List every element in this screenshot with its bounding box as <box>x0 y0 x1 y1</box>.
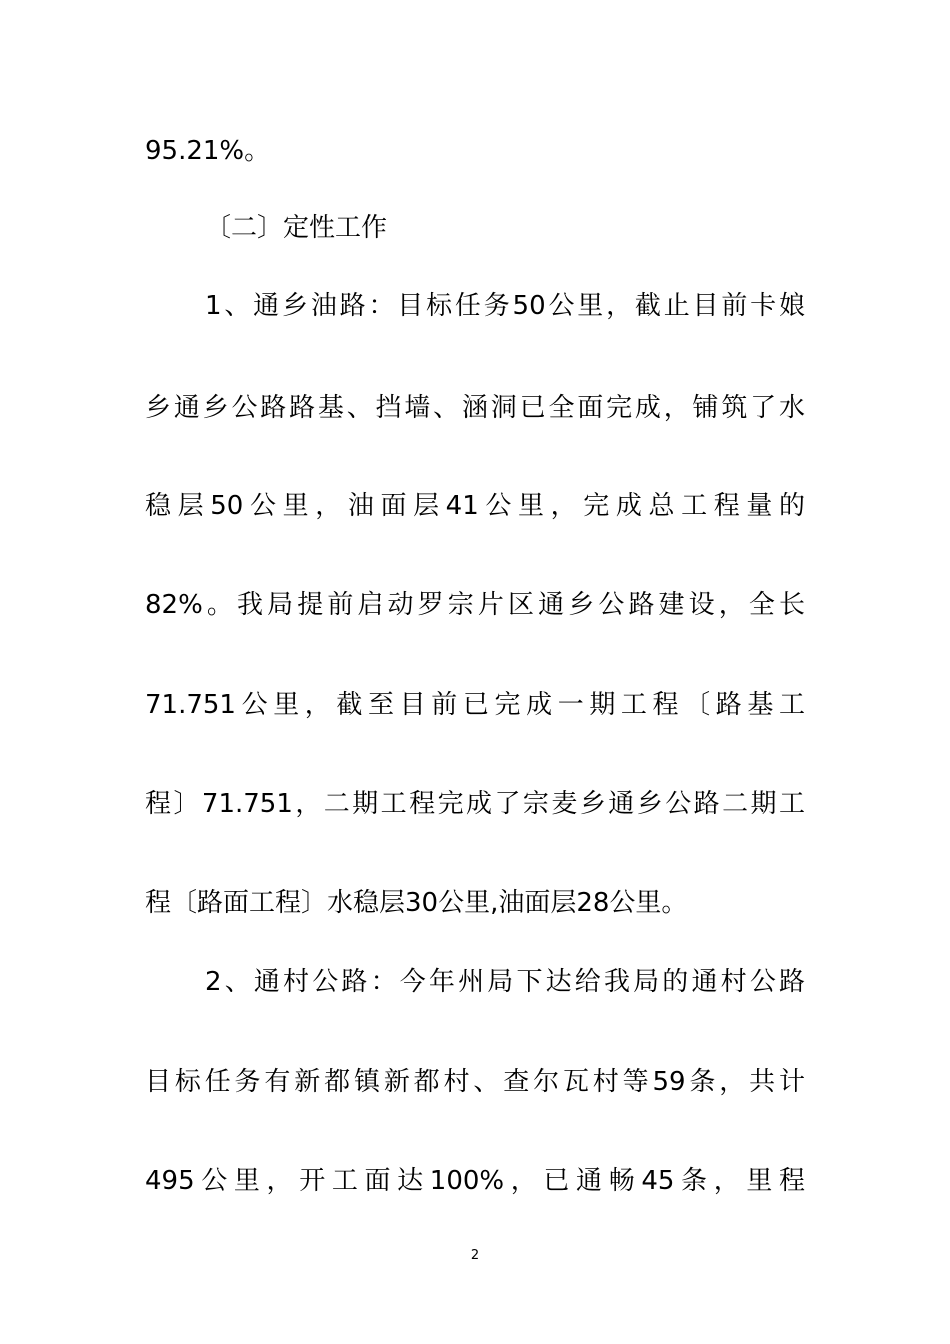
text-line-11: 目标任务有新都镇新都村、查尔瓦村等59条，共计 <box>145 1067 805 1097</box>
text-line-12: 495公里，开工面达100%，已通畅45条，里程 <box>145 1166 805 1196</box>
text-line-7: 71.751公里，截至目前已完成一期工程〔路基工 <box>145 690 805 720</box>
text-line-8: 程〕71.751，二期工程完成了宗麦乡通乡公路二期工 <box>145 789 805 819</box>
text-line-10: 2、通村公路：今年州局下达给我局的通村公路 <box>205 967 805 997</box>
text-line-6: 82%。我局提前启动罗宗片区通乡公路建设，全长 <box>145 590 805 620</box>
section-heading: 〔二〕定性工作 <box>205 213 388 243</box>
text-line-9: 程〔路面工程〕水稳层30公里,油面层28公里。 <box>145 888 688 918</box>
text-line-5: 稳层50公里，油面层41公里，完成总工程量的 <box>145 491 805 521</box>
text-line-3: 1、通乡油路：目标任务50公里，截止目前卡娘 <box>205 291 805 321</box>
page-number: 2 <box>470 1248 480 1263</box>
text-line-1: 95.21%。 <box>145 136 271 166</box>
text-line-4: 乡通乡公路路基、挡墙、涵洞已全面完成，铺筑了水 <box>145 393 805 423</box>
